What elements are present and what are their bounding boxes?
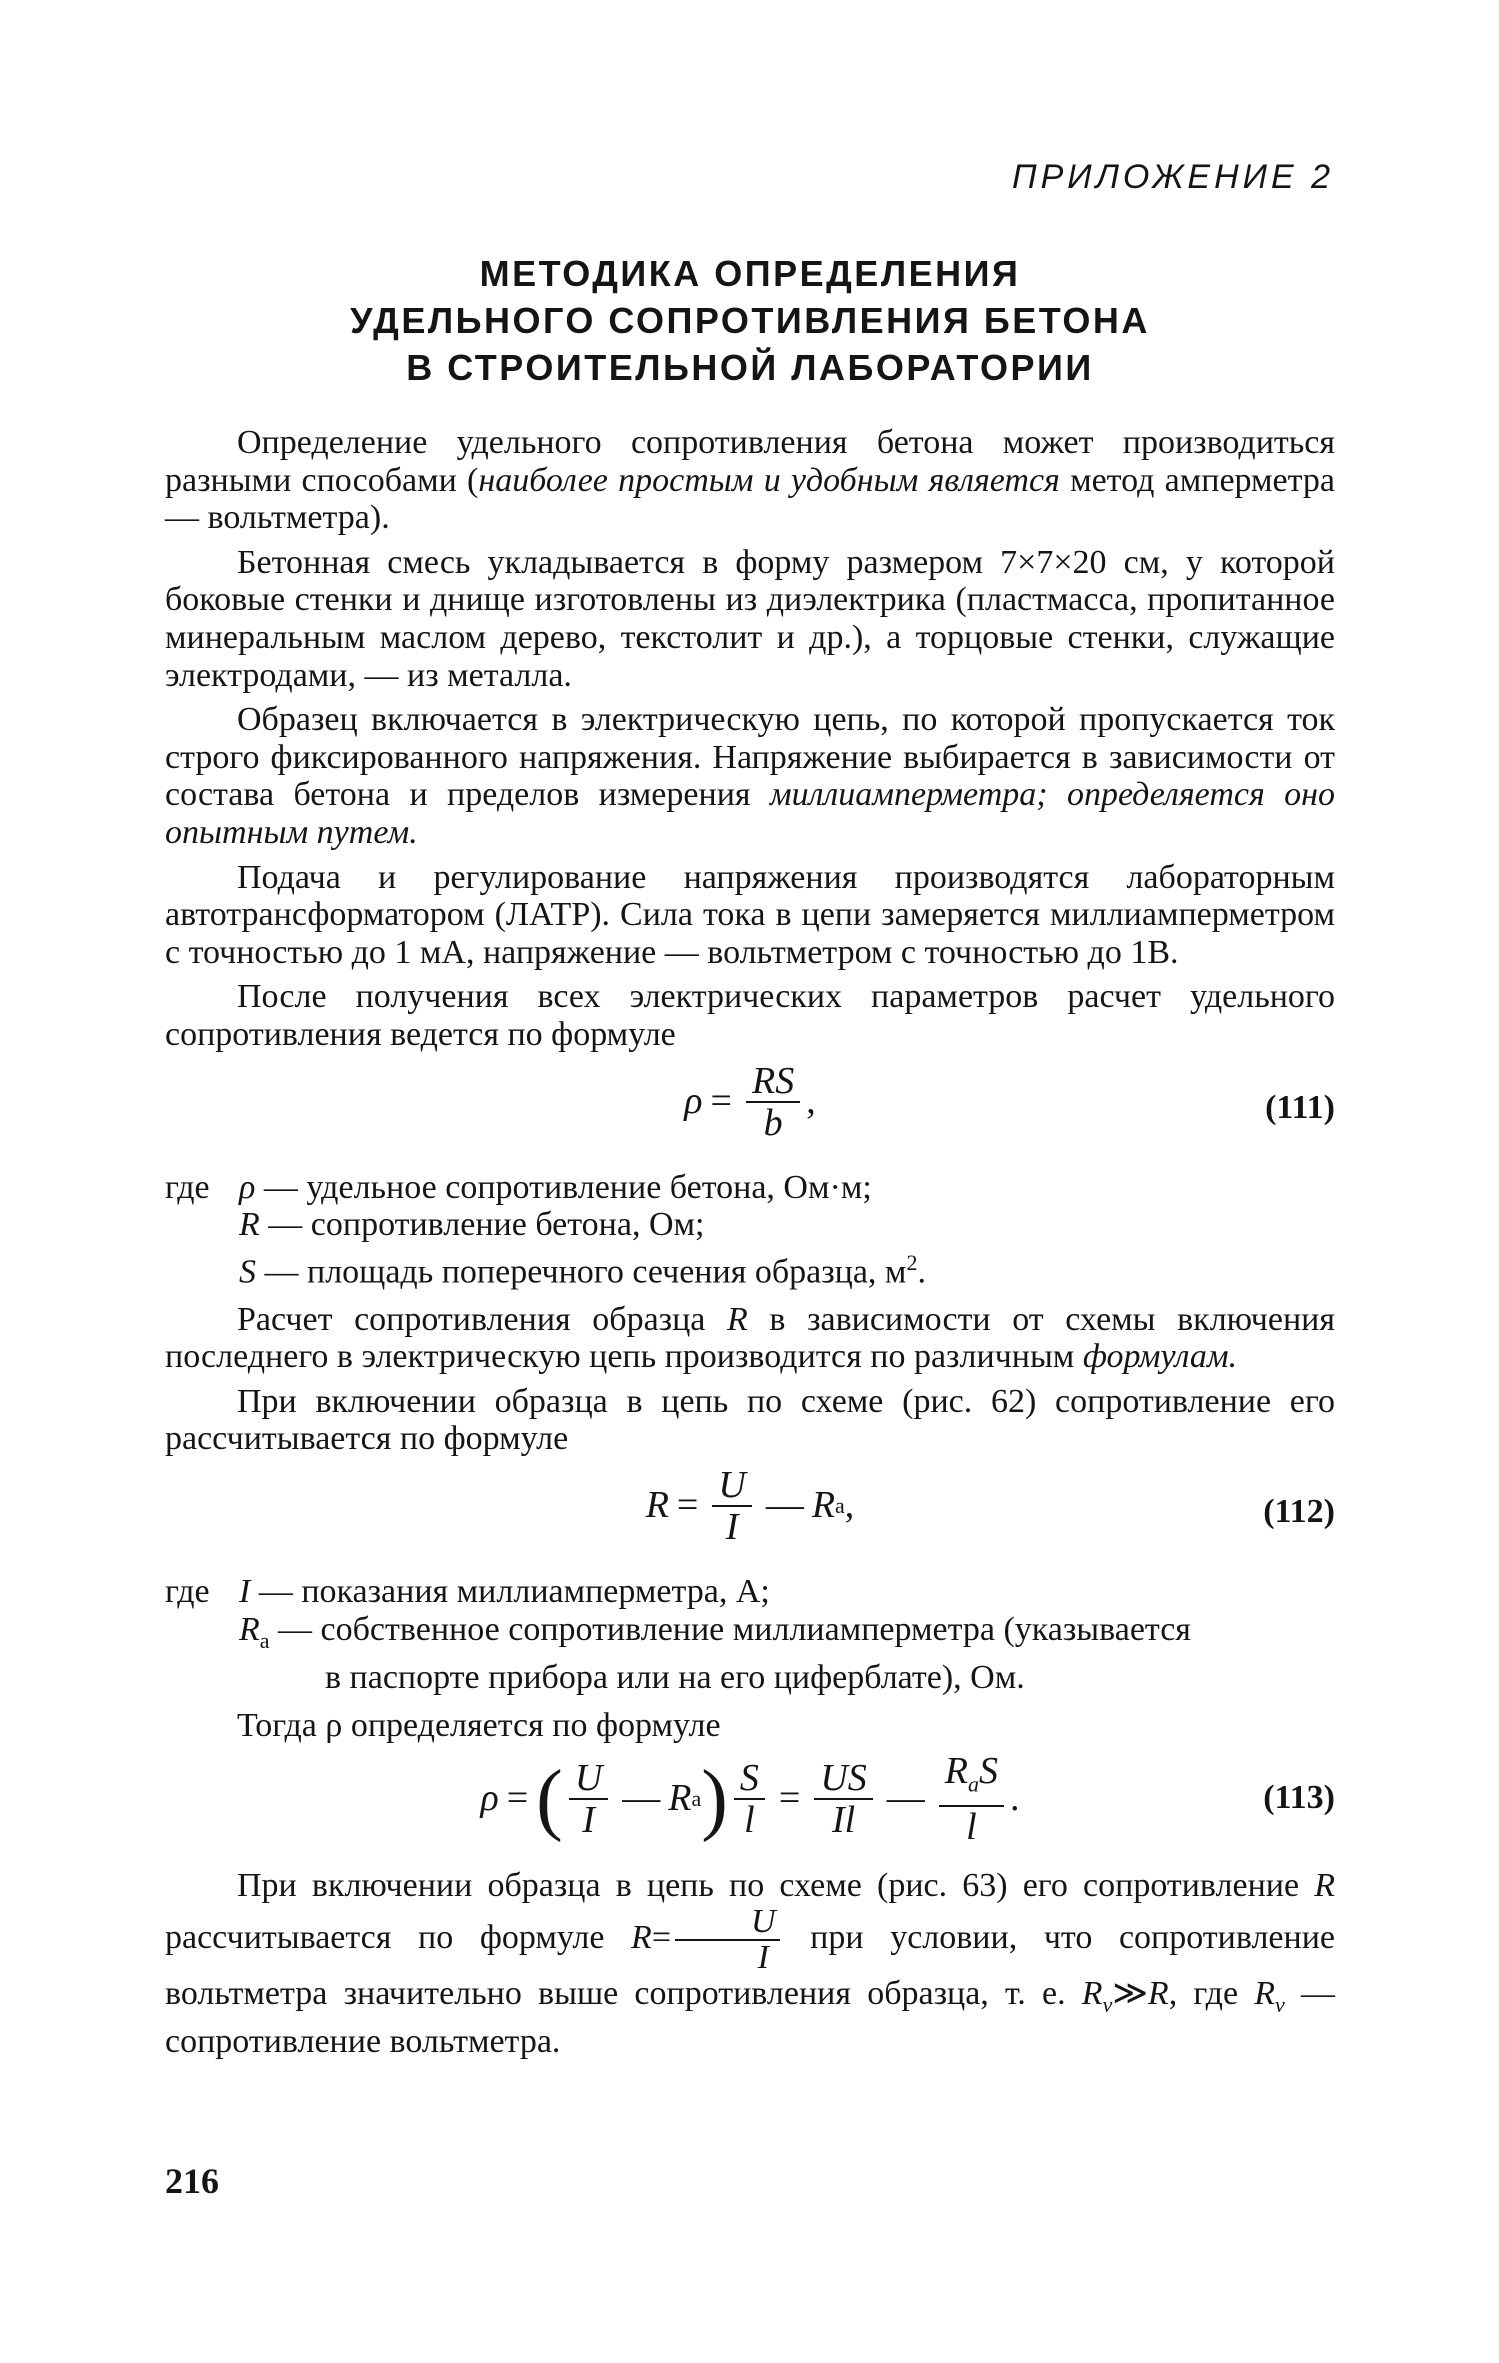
formula-111: ρ = $\frac{RS}{b}$ , (111) xyxy=(684,1059,1335,1144)
body-text xyxy=(165,424,1335,2068)
definitions-2: где I — показания миллиамперметра, А; $R_a$ — собственное сопротивление миллиамперметра (указывается в паспорте прибора или на его циферблате), Ом. xyxy=(165,1572,1191,1696)
paragraph-5: После получения всех электрических параметров расчет удельного сопротивления ведется по формуле xyxy=(165,978,1335,1053)
formula-112: R = $\frac{U}{I}$ — R a , (112) xyxy=(645,1463,1335,1548)
paragraph-6: Расчет сопротивления образца R в зависимости от схемы включения последнего в электрическую цепь производится по различным формулам. xyxy=(165,1300,1335,1376)
title-line-3: В СТРОИТЕЛЬНОЙ ЛАБОРАТОРИИ xyxy=(406,347,1094,388)
equation-number: (111) xyxy=(1265,1088,1335,1126)
definitions-1: где ρ — удельное сопротивление бетона, Ом·м; R — сопротивление бетона, Ом; S — площадь поперечного сечения образца, $м^2$. xyxy=(165,1168,926,1291)
title-line-1: МЕТОДИКА ОПРЕДЕЛЕНИЯ xyxy=(479,253,1021,294)
title-line-2: УДЕЛЬНОГО СОПРОТИВЛЕНИЯ БЕТОНА xyxy=(350,300,1150,341)
page-title xyxy=(160,250,1340,391)
appendix-label: ПРИЛОЖЕНИЕ 2 xyxy=(1011,158,1334,196)
paragraph-9: При включении образца в цепь по схеме (рис. 63) его сопротивление R рассчитывается по формуле R= $\frac{U}{I}$ при условии, что сопротивление вольтметра значительно выше сопротивления образца, т. е. $R_v≫R$, где $R_v$ — сопротивление вольтметра. xyxy=(165,1867,1335,2061)
paragraph-1: Определение удельного сопротивления бетона может производиться разными способами (наиболее простым и удобным является метод амперметра — вольтметра). xyxy=(165,424,1335,537)
paragraph-3: Образец включается в электрическую цепь, по которой пропускается ток строго фиксированного напряжения. Напряжение выбирается в зависимости от состава бетона и пределов измерения миллиамперметра; определяется оно опытным путем. xyxy=(165,701,1335,851)
page-number: 216 xyxy=(165,2161,219,2201)
equation-number: (113) xyxy=(1263,1779,1335,1817)
formula-113: ρ = ( $\frac{U}{I}$ — R a ) $\frac{S}{l}$ = $\frac{US}{Il}$ — $\frac{R_aS}{l}$ . (113) xyxy=(480,1750,1335,1848)
paragraph-7: При включении образца в цепь по схеме (рис. 62) сопротивление его рассчитывается по формуле xyxy=(165,1382,1335,1458)
paragraph-8: Тогда ρ определяется по формуле xyxy=(237,1706,721,1744)
equation-number: (112) xyxy=(1263,1492,1335,1530)
paragraph-4: Подача и регулирование напряжения производятся лабораторным автотрансформатором (ЛАТР). Сила тока в цепи замеряется миллиамперметром с точностью до 1 мА, напряжение — вольтметром с точностью до 1В. xyxy=(165,858,1335,971)
fraction: $\frac{RS}{b}$ xyxy=(746,1061,800,1143)
paragraph-2: Бетонная смесь укладывается в форму размером 7×7×20 см, у которой боковые стенки и днище изготовлены из диэлектрика (пластмасса, пропитанное минеральным маслом дерево, текстолит и др.), а торцовые стенки, служащие электродами, — из металла. xyxy=(165,543,1335,694)
